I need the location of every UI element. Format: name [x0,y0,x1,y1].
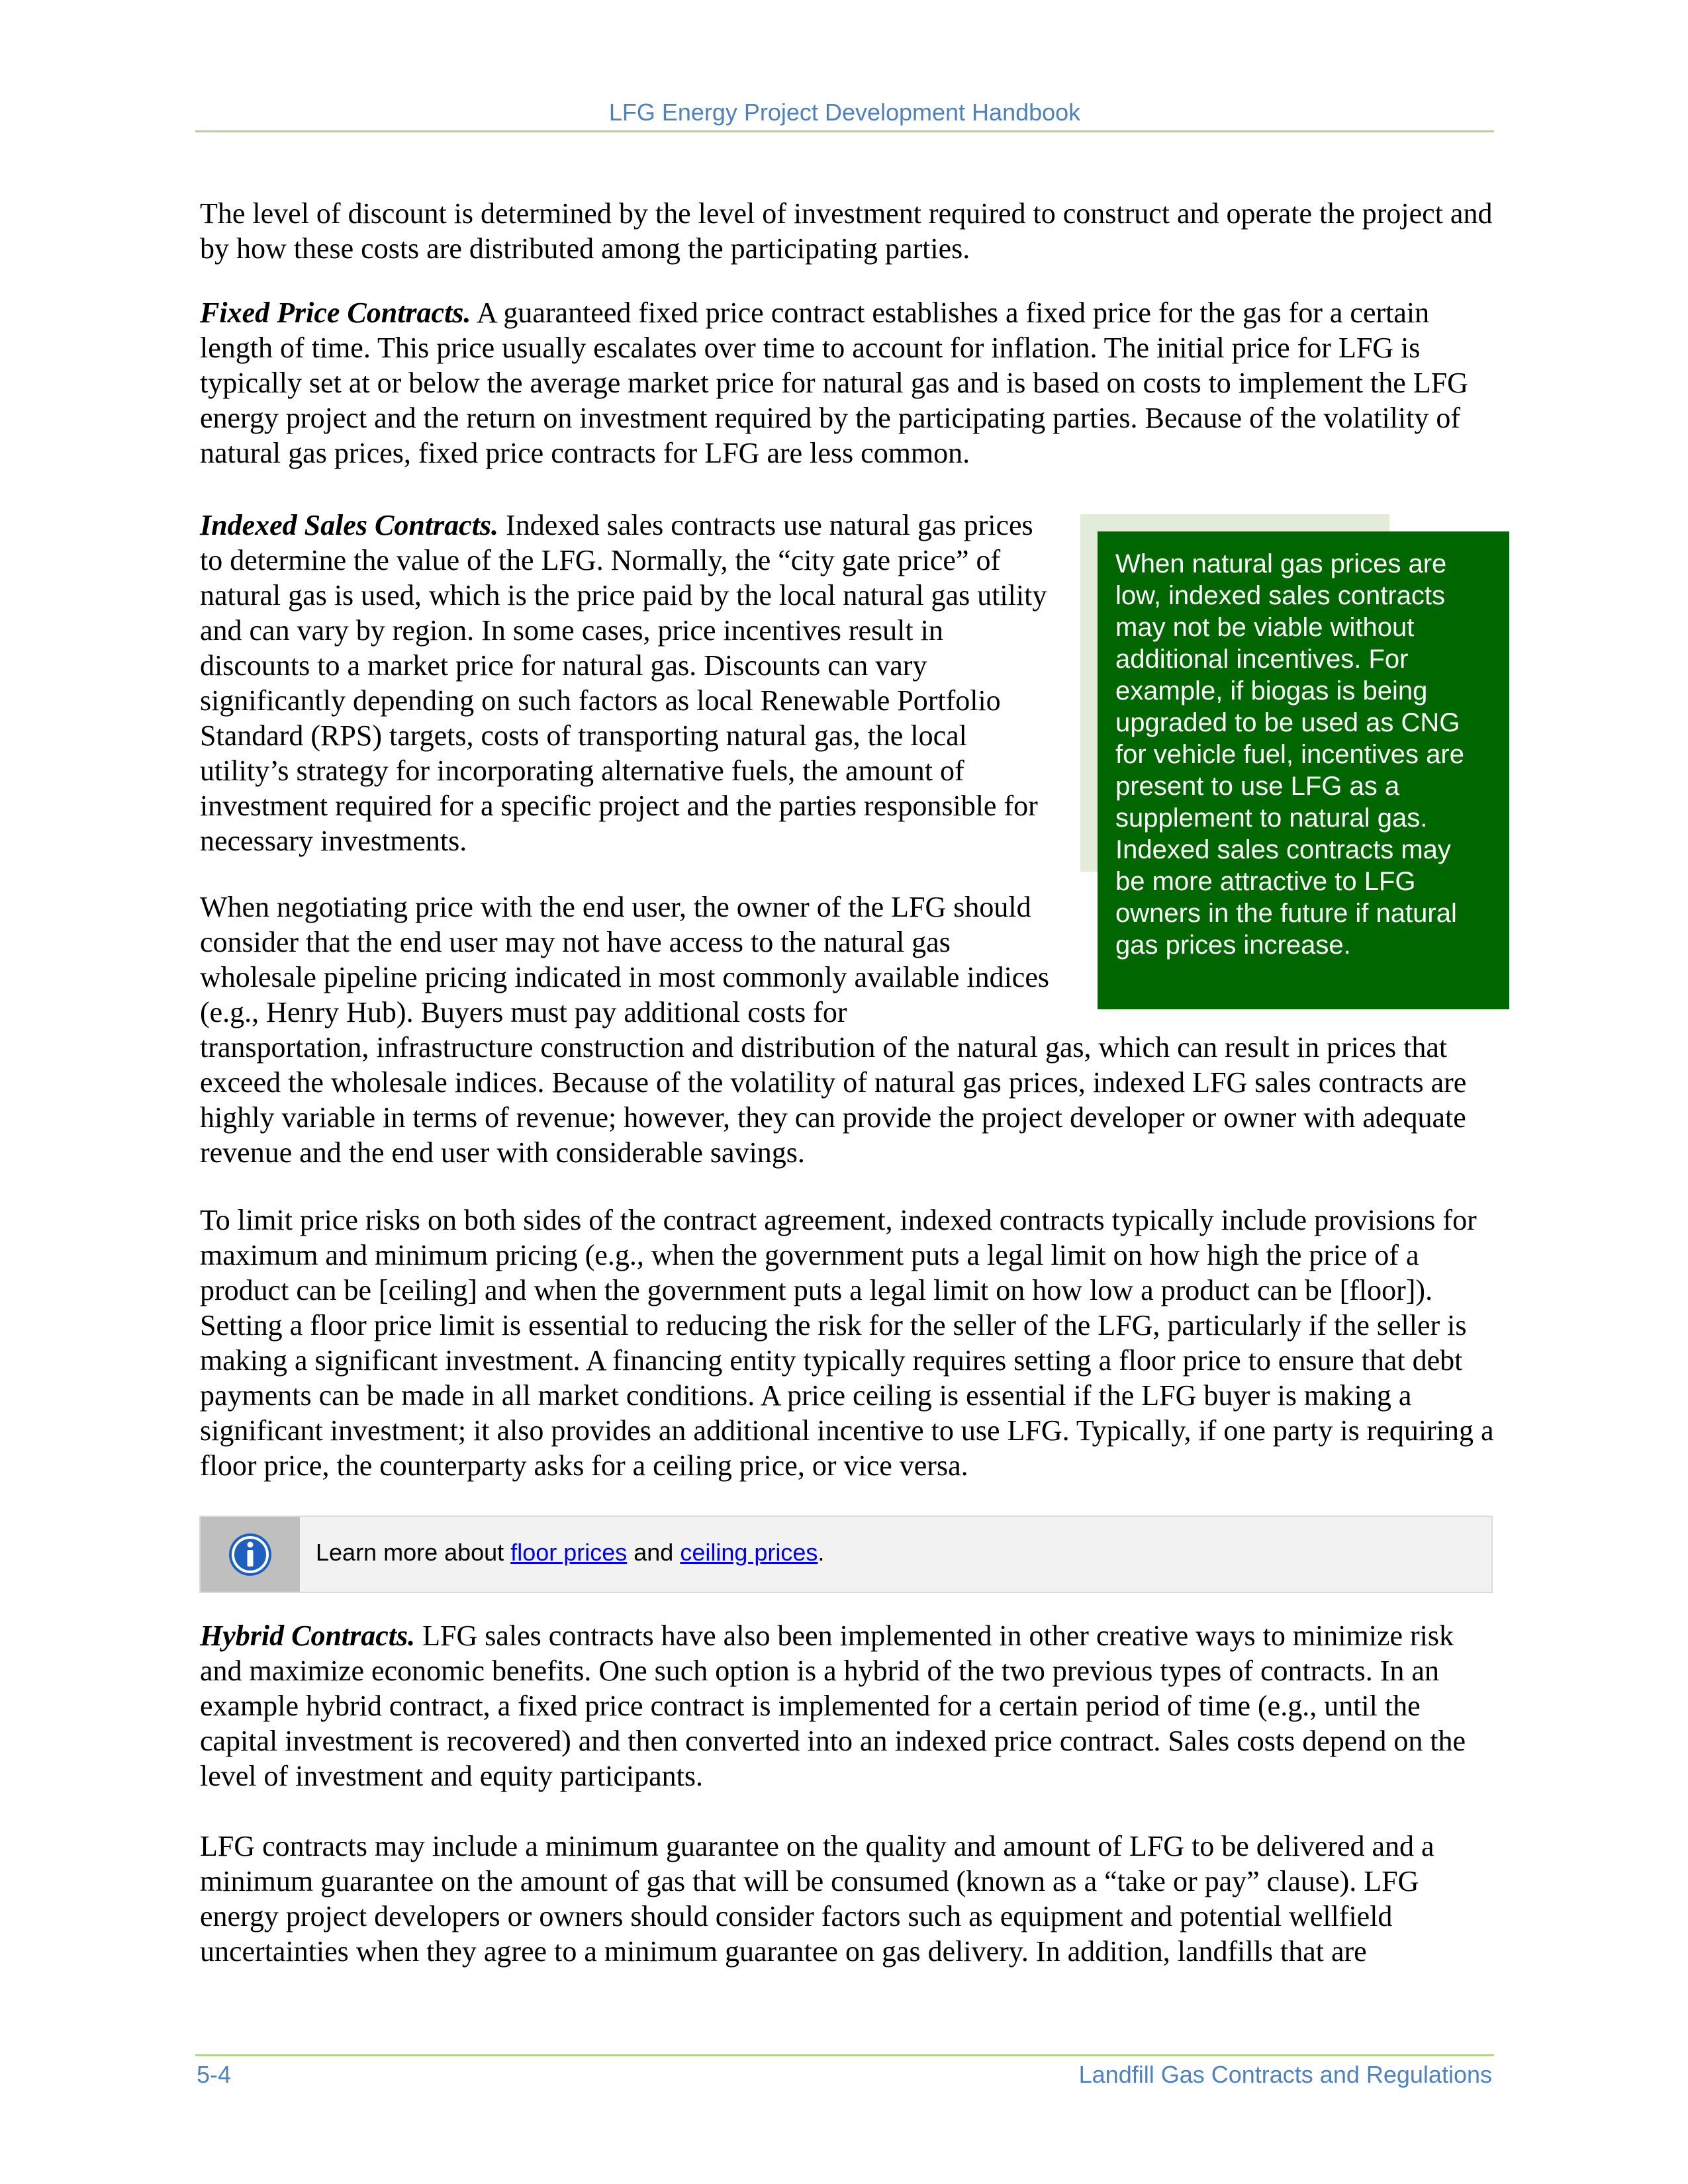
header-rule [195,130,1494,132]
fixed-price-body: A guaranteed fixed price contract establishes a fixed price for the gas for a certain length of time. This price usually escalates over time to account for inflation. The initial price for LFG is typically set at or below the average market price for natural gas and is based on costs to implement the LFG energy project and the return on investment required by the participating parties. Because of the volatility of natural gas prices, fixed price contracts for LFG are less common. [200,296,1468,469]
hybrid-body: LFG sales contracts have also been implemented in other creative ways to minimize risk and maximize economic benefits. One such option is a hybrid of the two previous types of contracts. In an example hybrid contract, a fixed price contract is implemented for a certain period of time (e.g., until the capital investment is recovered) and then converted into an indexed price contract. Sales costs depend on the level of investment and equity participants. [200,1619,1466,1792]
learn-more-and: and [627,1539,680,1566]
paragraph-minimum-guarantee: LFG contracts may include a minimum guarantee on the quality and amount of LFG to be delivered and a minimum guarantee on the amount of gas that will be consumed (known as a “take or pay” clause). LFG energy project developers or owners should consider factors such as equipment and potential wellfield uncertainties when they agree to a minimum guarantee on gas delivery. In addition, landfills that are [200,1830,1434,1968]
page-number: 5-4 [197,2061,232,2088]
heading-hybrid-contracts: Hybrid Contracts. [200,1619,416,1652]
learn-more-box [199,1516,1493,1593]
running-header: LFG Energy Project Development Handbook [608,99,1081,126]
paragraph-hybrid [200,1618,1497,1794]
indexed-sales-body: Indexed sales contracts use natural gas prices to determine the value of the LFG. Normally, the “city gate price” of natural gas is used, which is the price paid by the local natural gas utility and can vary by region. In some cases, price incentives result in discounts to a market price for natural gas. Discounts can vary significantly depending on such factors as local Renewable Portfolio Standard (RPS) targets, costs of transporting natural gas, the local utility’s strategy for incorporating alternative fuels, the amount of investment required for a specific project and the parties responsible for necessary investments. [200,509,1047,857]
paragraph-negotiating-price-end: transportation, infrastructure construction and distribution of the natural gas, which can result in prices that exceed the wholesale indices. Because of the volatility of natural gas prices, indexed LFG sales contracts are highly variable in terms of revenue; however, they can provide the project developer or owner with adequate revenue and the end user with considerable savings. [200,1031,1467,1169]
ceiling-prices-link[interactable]: ceiling prices [680,1539,818,1566]
info-tab [201,1517,300,1592]
paragraph-fixed-price [200,295,1497,471]
heading-fixed-price-contracts: Fixed Price Contracts. [200,296,471,329]
paragraph-negotiating-price-start: When negotiating price with the end user, the owner of the LFG should consider that the end user may not have access to the natural gas wholesale pipeline pricing indicated in most commonly available indices (e.g., Henry Hub). Buyers must pay additional costs for [200,891,1049,1028]
learn-more-prefix: Learn more about [316,1539,511,1566]
info-icon [227,1531,273,1578]
section-title: Landfill Gas Contracts and Regulations [1078,2061,1492,2088]
footer-rule [195,2054,1494,2056]
paragraph-indexed-sales [200,508,1054,858]
floor-prices-link[interactable]: floor prices [510,1539,628,1566]
learn-more-period: . [818,1539,825,1566]
heading-indexed-sales-contracts: Indexed Sales Contracts. [200,509,499,541]
callout-box: When natural gas prices are low, indexed sales contracts may not be viable without additional incentives. For example, if biogas is being upgraded to be used as CNG for vehicle fuel, incentives are present to use LFG as a supplement to natural gas. Indexed sales contracts may be more attractive to LFG owners in the future if natural gas prices increase. [1098,531,1509,1009]
learn-more-text [316,1538,824,1567]
paragraph-price-risks: To limit price risks on both sides of the contract agreement, indexed contracts typically include provisions for maximum and minimum pricing (e.g., when the government puts a legal limit on how high the price of a product can be [ceiling] and when the government puts a legal limit on how low a product can be [floor]). Setting a floor price limit is essential to reducing the risk for the seller of the LFG, particularly if the seller is making a significant investment. A financing entity typically requires setting a floor price to ensure that debt payments can be made in all market conditions. A price ceiling is essential if the LFG buyer is making a significant investment; it also provides an additional incentive to use LFG. Typically, if one party is requiring a floor price, the counterparty asks for a ceiling price, or vice versa. [200,1204,1494,1482]
paragraph-discount: The level of discount is determined by the level of investment required to construct and operate the project and by how these costs are distributed among the participating parties. [200,197,1493,265]
